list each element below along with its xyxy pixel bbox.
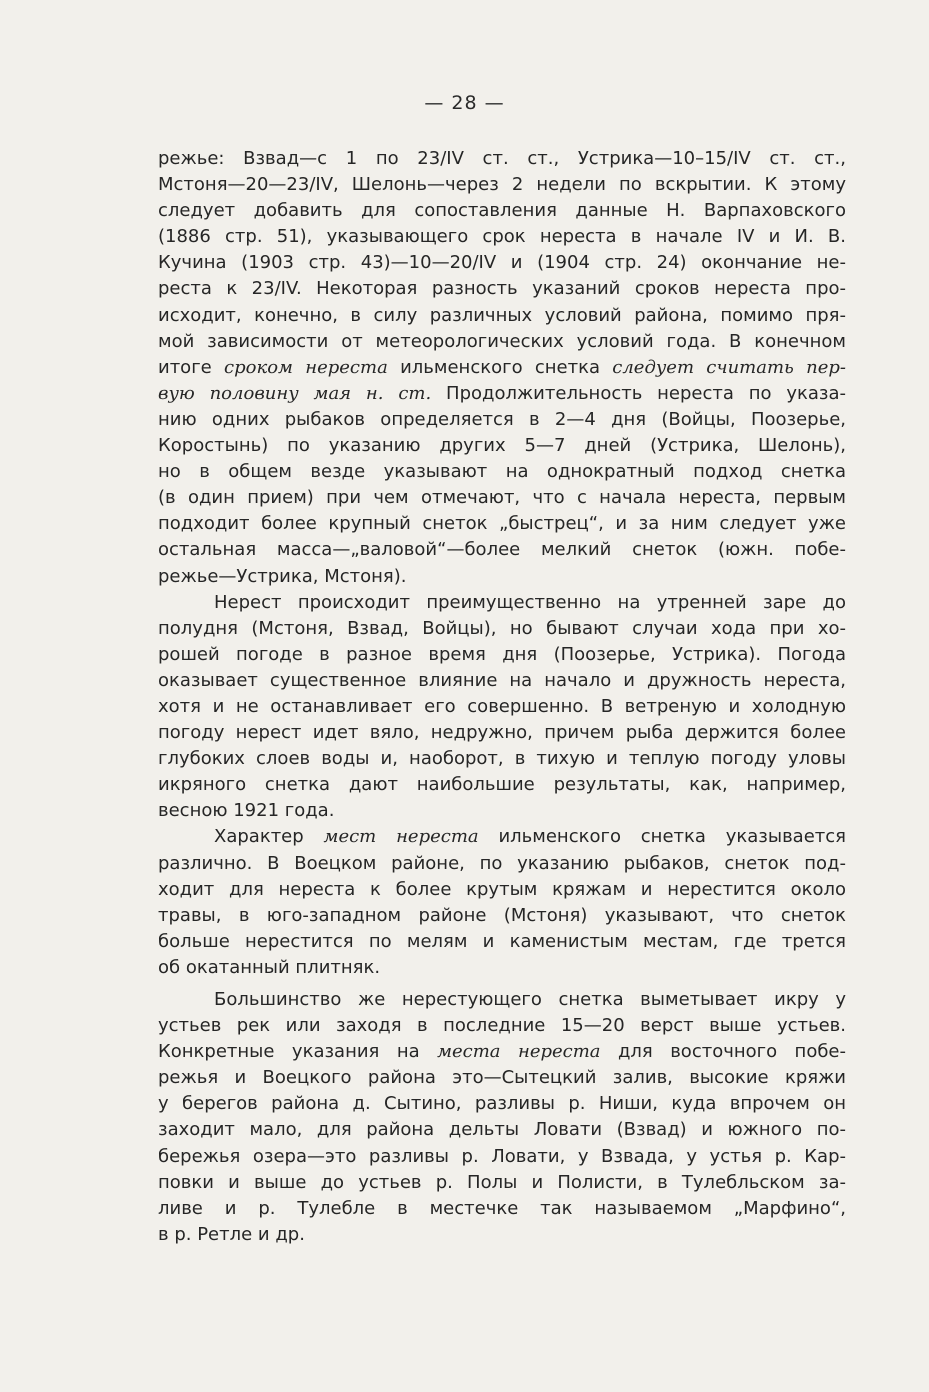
text-line: различно. В Воецком районе, по указанию рыбаков, снеток под- [158,852,846,874]
text-line: погоду нерест идет вяло, недружно, причем рыба держится более [158,722,846,744]
text-line: режье: Взвад—с 1 по 23/IV ст. ст., Устрика—10–15/IV ст. ст., [158,148,846,169]
text-line: в р. Ретле и др. [158,1223,305,1245]
italic-run: следует считать пер- [612,356,846,378]
text-line: травы, в юго-западном районе (Мстоня) указывают, что снеток [158,904,846,926]
text-line [158,381,846,407]
text-line: режье—Устрика, Мстоня). [158,565,407,587]
text-line [158,824,846,850]
italic-run: сроком нереста [224,356,388,378]
text-run: Конкретные указания на [158,1041,438,1063]
text-run: итоге [158,356,225,378]
page-number: — 28 — [424,92,505,114]
text-line: реста к 23/IV. Некоторая разность указаний сроков нереста про- [158,278,846,300]
text-line: рошей погоде в разное время дня (Поозерье, Устрика). Погода [158,643,846,665]
italic-run: вую половину мая н. ст. [158,382,432,404]
text-line: ходит для нереста к более крутым кряжам и нерестится около [158,878,846,900]
text-line: хотя и не останавливает его совершенно. В ветреную и холодную [158,695,846,717]
text-line: об окатанный плитняк. [158,956,381,978]
text-line: (в один прием) при чем отмечают, что с начала нереста, первым [158,487,846,509]
text-line: больше нерестится по мелям и каменистым местам, где трется [158,930,846,952]
text-line: мой зависимости от метеорологических условий года. В конечном [158,330,846,352]
text-run: для восточного побе- [600,1041,846,1063]
body-text [158,146,846,1248]
italic-run: места нереста [437,1041,601,1063]
text-line: нию одних рыбаков определяется в 2—4 дня (Войцы, Поозерье, [158,408,846,430]
text-line: у берегов района д. Сытино, разливы р. Ниши, куда впрочем он [158,1093,846,1115]
text-line: устьев рек или заходя в последние 15—20 верст выше устьев. [158,1015,846,1037]
text-run: ильменского снетка [387,356,613,378]
text-line: остальная масса—„валовой“—более мелкий снеток (южн. побе- [158,539,846,561]
text-line: режья и Воецкого района это—Сытецкий залив, высокие кряжи [158,1067,846,1089]
text-line: глубоких слоев воды и, наоборот, в тихую и теплую погоду уловы [158,748,846,770]
text-run: Характер [214,826,324,848]
text-line: Коростынь) по указанию других 5—7 дней (Устрика, Шелонь), [158,435,846,457]
text-line: Мстоня—20—23/IV, Шелонь—через 2 недели по вскрытии. К этому [158,174,846,196]
text-line: бережья озера—это разливы р. Ловати, у Взвада, у устья р. Кар- [158,1145,846,1167]
text-line: Большинство же нерестующего снетка выметывает икру у [214,989,846,1010]
text-line: повки и выше до устьев р. Полы и Полисти, в Тулебльском за- [158,1171,846,1193]
text-line: исходит, конечно, в силу различных условий района, помимо пря- [158,304,846,326]
text-run: ильменского снетка указывается [478,826,846,848]
text-line: полудня (Мстоня, Взвад, Войцы), но бывают случаи хода при хо- [158,617,846,639]
text-line: подходит более крупный снеток „быстрец“, и за ним следует уже [158,513,846,535]
text-line [158,1039,846,1065]
text-line: но в общем везде указывают на однократный подход снетка [158,461,846,483]
text-line [158,355,846,381]
text-run: Продолжительность нереста по указа- [431,382,846,404]
text-line: ливе и р. Тулебле в местечке так называемом „Марфино“, [158,1197,846,1219]
text-line: следует добавить для сопоставления данные Н. Варпаховского [158,200,846,222]
text-line: весною 1921 года. [158,800,335,822]
text-line: (1886 стр. 51), указывающего срок нереста в начале IV и И. В. [158,226,846,248]
text-line: Нерест происходит преимущественно на утренней заре до [214,591,846,613]
text-line: оказывает существенное влияние на начало и дружность нереста, [158,669,846,691]
text-line: заходит мало, для района дельты Ловати (Взвад) и южного по- [158,1119,846,1141]
italic-run: мест нереста [323,826,479,848]
text-line: Кучина (1903 стр. 43)—10—20/IV и (1904 стр. 24) окончание не- [158,252,846,274]
text-line: икряного снетка дают наибольшие результаты, как, например, [158,774,846,796]
